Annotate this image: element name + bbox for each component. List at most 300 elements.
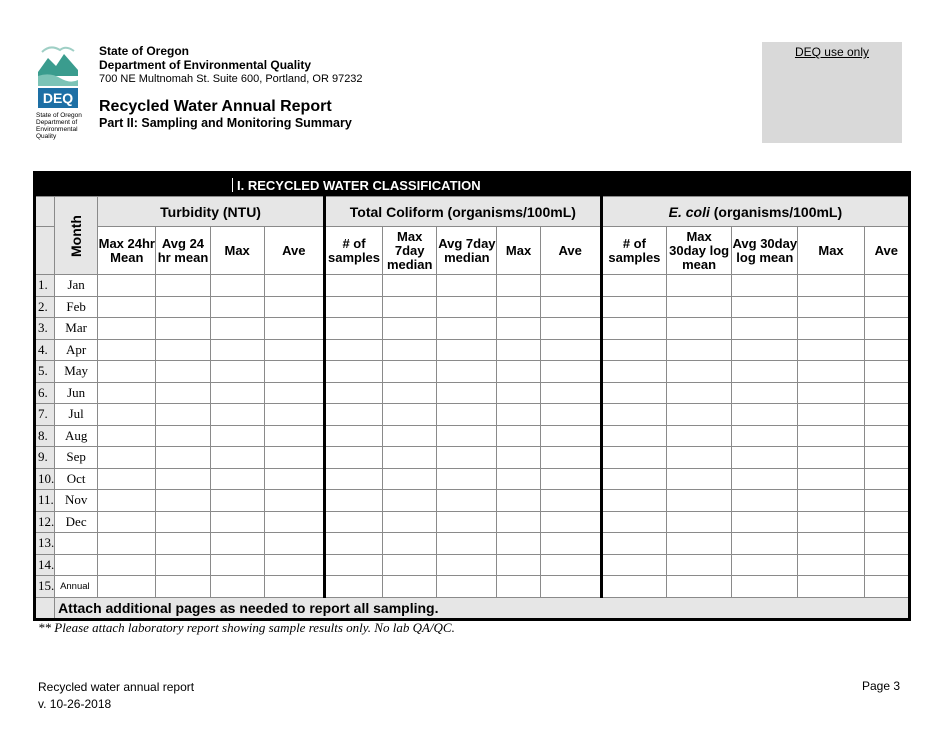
col-header-max-7day-median: Max 7day median — [383, 227, 437, 275]
page-footer-left — [38, 679, 194, 713]
table-row — [35, 361, 910, 383]
data-entry-cell[interactable] — [98, 318, 156, 340]
row-month: Annual — [55, 576, 98, 598]
lab-report-note: ** Please attach laboratory report showing sample results only. No lab QA/QC. — [38, 620, 455, 635]
data-entry-cell[interactable] — [601, 318, 666, 340]
page-number: Page 3 — [862, 679, 901, 693]
ecoli-group-header: E. coli (organisms/100mL) — [601, 197, 909, 227]
data-entry-cell[interactable] — [437, 296, 497, 318]
data-entry-cell[interactable] — [497, 296, 540, 318]
col-header-max-30day-log-mean: Max 30day log mean — [667, 227, 732, 275]
data-entry-cell[interactable] — [324, 576, 382, 598]
data-entry-cell[interactable] — [540, 554, 601, 576]
data-entry-cell[interactable] — [497, 533, 540, 555]
data-entry-cell[interactable] — [540, 339, 601, 361]
group-header-row — [35, 197, 910, 227]
row-month — [55, 533, 98, 555]
data-entry-cell[interactable] — [210, 468, 264, 490]
data-entry-cell[interactable] — [798, 382, 864, 404]
data-entry-cell[interactable] — [98, 361, 156, 383]
data-entry-cell[interactable] — [667, 533, 732, 555]
data-entry-cell[interactable] — [98, 425, 156, 447]
data-entry-cell[interactable] — [210, 361, 264, 383]
data-entry-cell[interactable] — [324, 275, 382, 297]
data-entry-cell[interactable] — [540, 511, 601, 533]
data-entry-cell[interactable] — [732, 361, 798, 383]
data-entry-cell[interactable] — [264, 296, 324, 318]
data-entry-cell[interactable] — [601, 468, 666, 490]
data-entry-cell[interactable] — [98, 490, 156, 512]
data-entry-cell[interactable] — [540, 490, 601, 512]
data-entry-cell[interactable] — [667, 468, 732, 490]
data-entry-cell[interactable] — [383, 576, 437, 598]
data-entry-cell[interactable] — [383, 296, 437, 318]
data-entry-cell[interactable] — [324, 490, 382, 512]
data-entry-cell[interactable] — [383, 425, 437, 447]
row-number: 7. — [35, 404, 55, 426]
data-entry-cell[interactable] — [156, 425, 210, 447]
data-entry-cell[interactable] — [324, 554, 382, 576]
data-entry-cell[interactable] — [210, 318, 264, 340]
data-entry-cell[interactable] — [667, 576, 732, 598]
data-entry-cell[interactable] — [864, 339, 909, 361]
data-entry-cell[interactable] — [383, 533, 437, 555]
data-entry-cell[interactable] — [383, 275, 437, 297]
data-entry-cell[interactable] — [437, 468, 497, 490]
col-header-avg-7day-median: Avg 7day median — [437, 227, 497, 275]
data-entry-cell[interactable] — [601, 576, 666, 598]
data-entry-cell[interactable] — [798, 468, 864, 490]
row-month: Sep — [55, 447, 98, 469]
logo-sub-line: Environmental — [36, 126, 78, 133]
data-entry-cell[interactable] — [210, 447, 264, 469]
row-number: 4. — [35, 339, 55, 361]
row-number: 5. — [35, 361, 55, 383]
data-entry-cell[interactable] — [437, 404, 497, 426]
data-entry-cell[interactable] — [210, 533, 264, 555]
table-row — [35, 533, 910, 555]
data-entry-cell[interactable] — [497, 468, 540, 490]
data-entry-cell[interactable] — [324, 339, 382, 361]
row-month: Oct — [55, 468, 98, 490]
table-row — [35, 404, 910, 426]
data-entry-cell[interactable] — [98, 554, 156, 576]
data-entry-cell[interactable] — [156, 468, 210, 490]
data-entry-cell[interactable] — [156, 554, 210, 576]
data-entry-cell[interactable] — [98, 576, 156, 598]
row-month: Apr — [55, 339, 98, 361]
data-entry-cell[interactable] — [437, 511, 497, 533]
data-entry-cell[interactable] — [732, 468, 798, 490]
data-entry-cell[interactable] — [264, 468, 324, 490]
row-number: 3. — [35, 318, 55, 340]
data-entry-cell[interactable] — [601, 425, 666, 447]
data-entry-cell[interactable] — [156, 447, 210, 469]
data-entry-cell[interactable] — [864, 533, 909, 555]
data-entry-cell[interactable] — [156, 318, 210, 340]
row-number: 1. — [35, 275, 55, 297]
row-month: Jul — [55, 404, 98, 426]
data-entry-cell[interactable] — [437, 382, 497, 404]
data-entry-cell[interactable] — [437, 275, 497, 297]
table-row — [35, 425, 910, 447]
data-entry-cell[interactable] — [601, 533, 666, 555]
data-entry-cell[interactable] — [864, 576, 909, 598]
data-entry-cell[interactable] — [210, 382, 264, 404]
data-entry-cell[interactable] — [732, 511, 798, 533]
data-entry-cell[interactable] — [497, 382, 540, 404]
data-entry-cell[interactable] — [437, 318, 497, 340]
section-title: I. RECYCLED WATER CLASSIFICATION — [237, 177, 481, 193]
data-entry-cell[interactable] — [210, 275, 264, 297]
data-entry-cell[interactable] — [264, 275, 324, 297]
data-entry-cell[interactable] — [324, 511, 382, 533]
data-entry-cell[interactable] — [98, 296, 156, 318]
data-entry-cell[interactable] — [667, 554, 732, 576]
col-header-ecoli-max: Max — [798, 227, 864, 275]
row-number: 6. — [35, 382, 55, 404]
data-entry-cell[interactable] — [437, 339, 497, 361]
table-row — [35, 554, 910, 576]
attach-pages-note: Attach additional pages as needed to report all sampling. — [55, 597, 910, 619]
document-name: Recycled water annual report — [38, 680, 195, 694]
table-row — [35, 339, 910, 361]
data-entry-cell[interactable] — [437, 576, 497, 598]
table-row — [35, 275, 910, 297]
table-row — [35, 490, 910, 512]
table-row — [35, 296, 910, 318]
data-entry-cell[interactable] — [98, 339, 156, 361]
report-title: Recycled Water Annual Report — [99, 98, 332, 115]
col-header-avg-24hr-mean: Avg 24 hr mean — [156, 227, 210, 275]
data-entry-cell[interactable] — [601, 511, 666, 533]
data-entry-cell[interactable] — [864, 490, 909, 512]
data-entry-cell[interactable] — [324, 533, 382, 555]
data-entry-cell[interactable] — [383, 361, 437, 383]
row-number: 11. — [35, 490, 55, 512]
data-entry-cell[interactable] — [324, 425, 382, 447]
data-entry-cell[interactable] — [383, 554, 437, 576]
data-entry-cell[interactable] — [864, 382, 909, 404]
data-entry-cell[interactable] — [98, 468, 156, 490]
data-entry-cell[interactable] — [264, 361, 324, 383]
data-entry-cell[interactable] — [540, 382, 601, 404]
data-entry-cell[interactable] — [437, 447, 497, 469]
coliform-group-header: Total Coliform (organisms/100mL) — [324, 197, 601, 227]
table-row — [35, 382, 910, 404]
table-row — [35, 318, 910, 340]
data-entry-cell[interactable] — [732, 404, 798, 426]
data-entry-cell[interactable] — [156, 339, 210, 361]
data-entry-cell[interactable] — [667, 318, 732, 340]
data-entry-cell[interactable] — [601, 404, 666, 426]
data-entry-cell[interactable] — [540, 404, 601, 426]
turbidity-group-header: Turbidity (NTU) — [98, 197, 325, 227]
row-number: 13. — [35, 533, 55, 555]
deq-use-only-box — [762, 42, 902, 143]
col-header-turbidity-ave: Ave — [264, 227, 324, 275]
data-entry-cell[interactable] — [264, 425, 324, 447]
logo-sub-line: Department of — [36, 119, 78, 126]
data-entry-cell[interactable] — [601, 361, 666, 383]
data-entry-cell[interactable] — [798, 425, 864, 447]
data-entry-cell[interactable] — [864, 361, 909, 383]
data-entry-cell[interactable] — [264, 404, 324, 426]
data-entry-cell[interactable] — [798, 447, 864, 469]
table-row — [35, 447, 910, 469]
row-month: Dec — [55, 511, 98, 533]
data-entry-cell[interactable] — [497, 318, 540, 340]
data-entry-cell[interactable] — [732, 576, 798, 598]
data-entry-cell[interactable] — [540, 447, 601, 469]
data-entry-cell[interactable] — [667, 361, 732, 383]
data-entry-cell[interactable] — [798, 404, 864, 426]
data-entry-cell[interactable] — [210, 339, 264, 361]
data-entry-cell[interactable] — [437, 533, 497, 555]
data-entry-cell[interactable] — [732, 318, 798, 340]
data-entry-cell[interactable] — [383, 468, 437, 490]
data-entry-cell[interactable] — [540, 468, 601, 490]
data-entry-cell[interactable] — [383, 511, 437, 533]
col-header-coliform-max: Max — [497, 227, 540, 275]
row-number: 9. — [35, 447, 55, 469]
data-entry-cell[interactable] — [210, 554, 264, 576]
data-entry-cell[interactable] — [732, 447, 798, 469]
data-entry-cell[interactable] — [732, 382, 798, 404]
data-entry-cell[interactable] — [497, 404, 540, 426]
row-month — [55, 554, 98, 576]
col-header-turbidity-max: Max — [210, 227, 264, 275]
blank-footer-cell — [35, 597, 55, 619]
data-entry-cell[interactable] — [732, 339, 798, 361]
data-entry-cell[interactable] — [264, 576, 324, 598]
data-entry-cell[interactable] — [437, 361, 497, 383]
logo-sub-line: Quality — [36, 133, 57, 140]
data-entry-cell[interactable] — [497, 554, 540, 576]
data-entry-cell[interactable] — [497, 275, 540, 297]
data-entry-cell[interactable] — [540, 576, 601, 598]
data-entry-cell[interactable] — [497, 511, 540, 533]
data-entry-cell[interactable] — [864, 468, 909, 490]
data-entry-cell[interactable] — [156, 275, 210, 297]
data-entry-cell[interactable] — [667, 447, 732, 469]
data-entry-cell[interactable] — [667, 296, 732, 318]
section-title-row — [35, 173, 910, 197]
data-entry-cell[interactable] — [798, 361, 864, 383]
data-entry-cell[interactable] — [497, 425, 540, 447]
data-entry-cell[interactable] — [324, 318, 382, 340]
data-entry-cell[interactable] — [732, 490, 798, 512]
data-entry-cell[interactable] — [383, 490, 437, 512]
col-header-coliform-samples: # of samples — [324, 227, 382, 275]
data-entry-cell[interactable] — [601, 382, 666, 404]
deq-use-only-label: DEQ use only — [794, 45, 870, 59]
data-entry-cell[interactable] — [324, 447, 382, 469]
row-month: Aug — [55, 425, 98, 447]
data-entry-cell[interactable] — [497, 490, 540, 512]
agency-address: 700 NE Multnomah St. Suite 600, Portland, OR 97232 — [99, 73, 363, 85]
data-entry-cell[interactable] — [798, 318, 864, 340]
data-entry-cell[interactable] — [156, 404, 210, 426]
data-entry-cell[interactable] — [324, 296, 382, 318]
data-entry-cell[interactable] — [667, 490, 732, 512]
data-entry-cell[interactable] — [156, 533, 210, 555]
data-entry-cell[interactable] — [264, 511, 324, 533]
data-entry-cell[interactable] — [210, 404, 264, 426]
data-entry-cell[interactable] — [156, 490, 210, 512]
row-month: Nov — [55, 490, 98, 512]
data-entry-cell[interactable] — [667, 511, 732, 533]
row-number: 8. — [35, 425, 55, 447]
data-entry-cell[interactable] — [798, 275, 864, 297]
data-entry-cell[interactable] — [264, 318, 324, 340]
deq-logo — [36, 42, 86, 140]
data-entry-cell[interactable] — [732, 554, 798, 576]
month-column-header: Month — [55, 197, 98, 275]
data-entry-cell[interactable] — [437, 554, 497, 576]
row-number: 12. — [35, 511, 55, 533]
report-subtitle: Part II: Sampling and Monitoring Summary — [99, 116, 352, 130]
blank-header-cell — [35, 197, 55, 227]
data-entry-cell[interactable] — [264, 447, 324, 469]
data-entry-cell[interactable] — [264, 339, 324, 361]
data-entry-cell[interactable] — [156, 296, 210, 318]
logo-sub-line: State of Oregon — [36, 112, 82, 119]
data-entry-cell[interactable] — [264, 554, 324, 576]
data-entry-cell[interactable] — [798, 296, 864, 318]
data-entry-cell[interactable] — [497, 361, 540, 383]
report-title-block — [99, 97, 352, 131]
agency-header — [99, 44, 363, 86]
data-entry-cell[interactable] — [98, 382, 156, 404]
data-entry-cell[interactable] — [601, 490, 666, 512]
classification-table — [33, 171, 911, 621]
data-entry-cell[interactable] — [383, 382, 437, 404]
data-rows — [35, 275, 910, 598]
blank-header-cell — [35, 227, 55, 275]
data-entry-cell[interactable] — [798, 533, 864, 555]
data-entry-cell[interactable] — [864, 425, 909, 447]
data-entry-cell[interactable] — [210, 511, 264, 533]
data-entry-cell[interactable] — [383, 447, 437, 469]
data-entry-cell[interactable] — [98, 533, 156, 555]
data-entry-cell[interactable] — [798, 554, 864, 576]
row-number: 10. — [35, 468, 55, 490]
data-entry-cell[interactable] — [864, 318, 909, 340]
data-entry-cell[interactable] — [540, 296, 601, 318]
data-entry-cell[interactable] — [732, 275, 798, 297]
data-entry-cell[interactable] — [98, 447, 156, 469]
data-entry-cell[interactable] — [264, 533, 324, 555]
data-entry-cell[interactable] — [210, 296, 264, 318]
row-month: Feb — [55, 296, 98, 318]
data-entry-cell[interactable] — [324, 468, 382, 490]
data-entry-cell[interactable] — [98, 404, 156, 426]
data-entry-cell[interactable] — [383, 318, 437, 340]
footer-row — [35, 597, 910, 619]
data-entry-cell[interactable] — [264, 490, 324, 512]
data-entry-cell[interactable] — [210, 490, 264, 512]
svg-text:DEQ: DEQ — [42, 90, 74, 106]
data-entry-cell[interactable] — [601, 275, 666, 297]
data-entry-cell[interactable] — [497, 576, 540, 598]
deq-logo-icon — [36, 42, 80, 110]
row-month: Jun — [55, 382, 98, 404]
data-entry-cell[interactable] — [864, 296, 909, 318]
row-month: May — [55, 361, 98, 383]
data-entry-cell[interactable] — [540, 425, 601, 447]
agency-state: State of Oregon — [99, 44, 190, 58]
data-entry-cell[interactable] — [864, 447, 909, 469]
data-entry-cell[interactable] — [324, 382, 382, 404]
data-entry-cell[interactable] — [601, 339, 666, 361]
data-entry-cell[interactable] — [540, 318, 601, 340]
data-entry-cell[interactable] — [98, 511, 156, 533]
data-entry-cell[interactable] — [156, 382, 210, 404]
data-entry-cell[interactable] — [540, 361, 601, 383]
col-header-ecoli-samples: # of samples — [601, 227, 666, 275]
data-entry-cell[interactable] — [798, 490, 864, 512]
data-entry-cell[interactable] — [732, 425, 798, 447]
data-entry-cell[interactable] — [667, 404, 732, 426]
data-entry-cell[interactable] — [798, 339, 864, 361]
data-entry-cell[interactable] — [156, 361, 210, 383]
data-entry-cell[interactable] — [497, 339, 540, 361]
data-entry-cell[interactable] — [864, 404, 909, 426]
data-entry-cell[interactable] — [324, 404, 382, 426]
data-entry-cell[interactable] — [798, 576, 864, 598]
data-entry-cell[interactable] — [601, 447, 666, 469]
data-entry-cell[interactable] — [540, 275, 601, 297]
data-entry-cell[interactable] — [210, 425, 264, 447]
col-header-max-24hr-mean: Max 24hr Mean — [98, 227, 156, 275]
table-row — [35, 576, 910, 598]
row-month: Mar — [55, 318, 98, 340]
table-row — [35, 468, 910, 490]
document-version: v. 10-26-2018 — [38, 697, 112, 711]
data-entry-cell[interactable] — [864, 554, 909, 576]
data-entry-cell[interactable] — [667, 382, 732, 404]
data-entry-cell[interactable] — [210, 576, 264, 598]
data-entry-cell[interactable] — [601, 554, 666, 576]
column-header-row — [35, 227, 910, 275]
data-entry-cell[interactable] — [497, 447, 540, 469]
data-entry-cell[interactable] — [383, 339, 437, 361]
data-entry-cell[interactable] — [864, 511, 909, 533]
data-entry-cell[interactable] — [667, 275, 732, 297]
data-entry-cell[interactable] — [383, 404, 437, 426]
data-entry-cell[interactable] — [540, 533, 601, 555]
data-entry-cell[interactable] — [324, 361, 382, 383]
data-entry-cell[interactable] — [98, 275, 156, 297]
data-entry-cell[interactable] — [798, 511, 864, 533]
data-entry-cell[interactable] — [732, 533, 798, 555]
data-entry-cell[interactable] — [437, 425, 497, 447]
data-entry-cell[interactable] — [437, 490, 497, 512]
data-entry-cell[interactable] — [264, 382, 324, 404]
table-row — [35, 511, 910, 533]
col-header-ecoli-ave: Ave — [864, 227, 909, 275]
data-entry-cell[interactable] — [156, 576, 210, 598]
data-entry-cell[interactable] — [667, 339, 732, 361]
agency-name: Department of Environmental Quality — [99, 58, 312, 72]
data-entry-cell[interactable] — [156, 511, 210, 533]
col-header-avg-30day-log-mean: Avg 30day log mean — [732, 227, 798, 275]
data-entry-cell[interactable] — [732, 296, 798, 318]
data-entry-cell[interactable] — [601, 296, 666, 318]
data-entry-cell[interactable] — [864, 275, 909, 297]
data-entry-cell[interactable] — [667, 425, 732, 447]
